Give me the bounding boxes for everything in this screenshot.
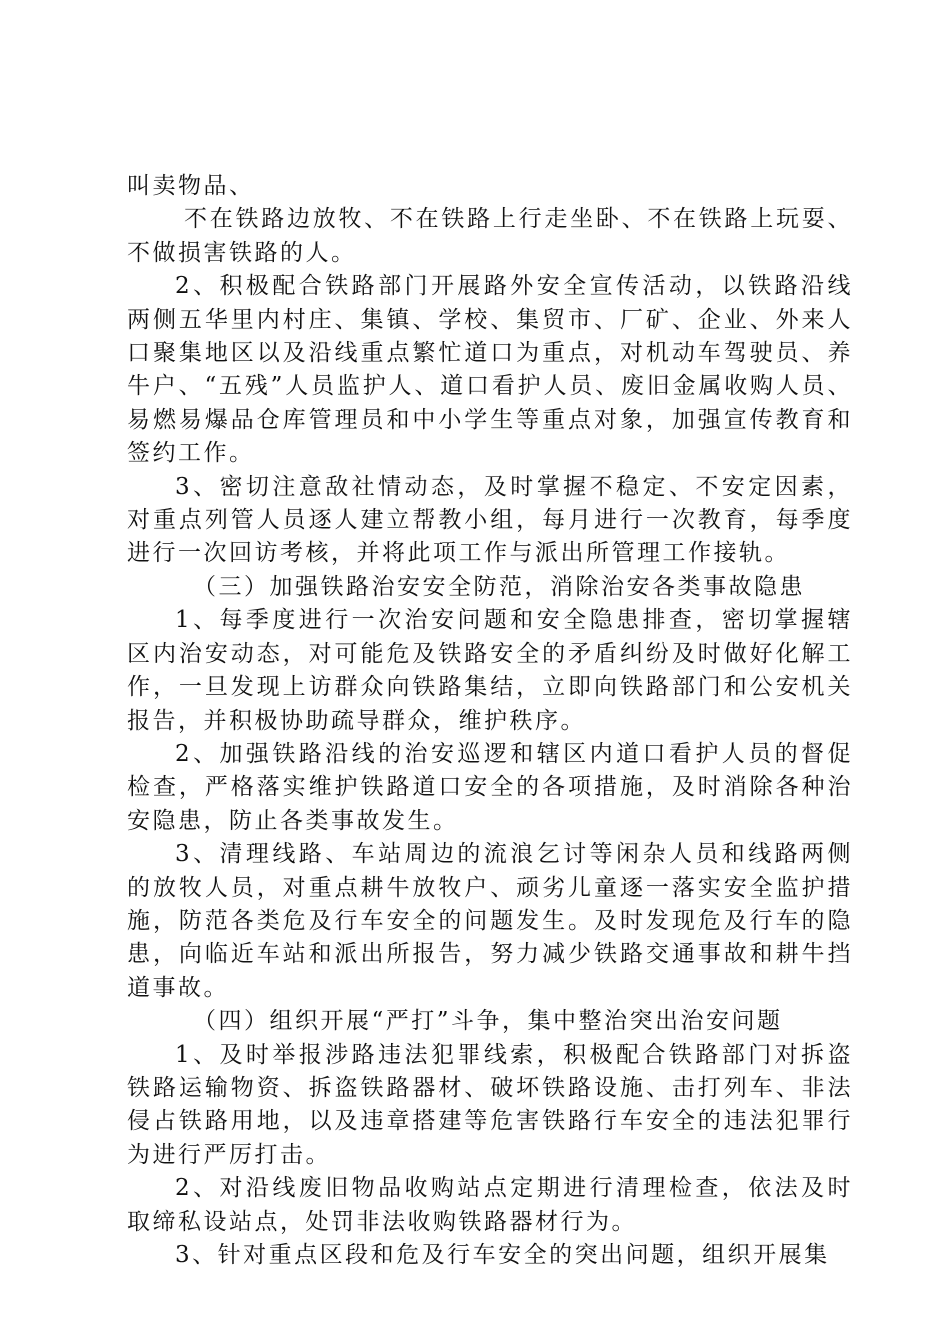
paragraph-item-2-recycling: 2、对沿线废旧物品收购站点定期进行清理检查，依法及时取缔私设站点，处罚非法收购铁路器材行为。 bbox=[127, 1175, 853, 1235]
paragraph-item-3-cleanup: 3、清理线路、车站周边的流浪乞讨等闲杂人员和线路两侧的放牧人员，对重点耕牛放牧户、顽劣儿童逐一落实安全监护措施，防范各类危及行车安全的问题发生。及时发现危及行车的隐患，向临近车站和派出所报告，努力减少铁路交通事故和耕牛挡道事故。 bbox=[127, 841, 853, 1001]
paragraph-item-1-inspection: 1、每季度进行一次治安问题和安全隐患排查，密切掌握辖区内治安动态，对可能危及铁路安全的矛盾纠纷及时做好化解工作，一旦发现上访群众向铁路集结，立即向铁路部门和公安机关报告，并积极协助疏导群众，维护秩序。 bbox=[127, 607, 853, 734]
paragraph-item-2-patrol: 2、加强铁路沿线的治安巡逻和辖区内道口看护人员的督促检查，严格落实维护铁路道口安全的各项措施，及时消除各种治安隐患，防止各类事故发生。 bbox=[127, 740, 853, 834]
section-heading-3: （三）加强铁路治安安全防范，消除治安各类事故隐患 bbox=[193, 573, 805, 600]
paragraph-prohibitions: 不在铁路边放牧、不在铁路上行走坐卧、不在铁路上玩耍、不做损害铁路的人。 bbox=[127, 206, 853, 266]
paragraph-item-1-reporting: 1、及时举报涉路违法犯罪线索，积极配合铁路部门对拆盗铁路运输物资、拆盗铁路器材、破坏铁路设施、击打列车、非法侵占铁路用地，以及违章搭建等危害铁路行车安全的违法犯罪行为进行严厉打击。 bbox=[127, 1041, 853, 1168]
paragraph-item-3-focus: 3、针对重点区段和危及行车安全的突出问题，组织开展集 bbox=[175, 1242, 830, 1268]
paragraph-continuation: 叫卖物品、 bbox=[127, 173, 255, 199]
paragraph-item-2-publicity: 2、积极配合铁路部门开展路外安全宣传活动，以铁路沿线两侧五华里内村庄、集镇、学校、集贸市、厂矿、企业、外来人口聚集地区以及沿线重点繁忙道口为重点，对机动车驾驶员、养牛户、“五残”人员监护人、道口看护人员、废旧金属收购人员、易燃易爆品仓库管理员和中小学生等重点对象，加强宣传教育和签约工作。 bbox=[127, 273, 853, 467]
paragraph-item-3-monitoring: 3、密切注意敌社情动态，及时掌握不稳定、不安定因素，对重点列管人员逐人建立帮教小组，每月进行一次教育，每季度进行一次回访考核，并将此项工作与派出所管理工作接轨。 bbox=[127, 473, 853, 567]
section-heading-4: （四）组织开展“严打”斗争，集中整治突出治安问题 bbox=[193, 1008, 783, 1035]
document-body bbox=[127, 170, 853, 1272]
